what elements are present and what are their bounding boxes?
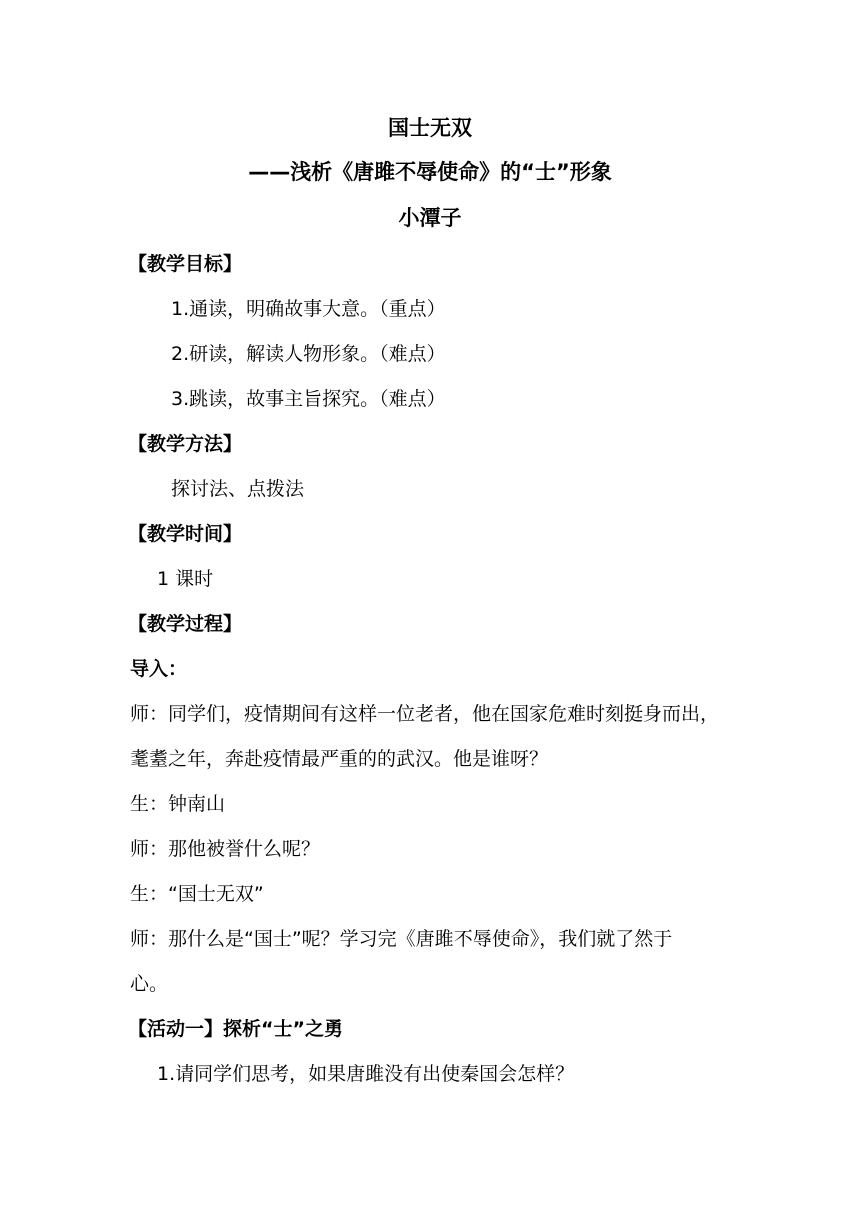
goal-item: 3.跳读，故事主旨探究。（难点）: [171, 388, 446, 410]
process-heading: 【教学过程】: [128, 613, 243, 635]
goal-item: 1.通读，明确故事大意。（重点）: [171, 298, 446, 320]
author-name: 小潭子: [398, 206, 462, 230]
dialogue-line: 生：“国士无双”: [130, 883, 264, 905]
page-subtitle: ——浅析《唐雎不辱使命》的“士”形象: [248, 160, 612, 184]
dialogue-line: 师：那他被誉什么呢？: [130, 838, 321, 860]
time-text: 1 课时: [157, 568, 214, 590]
time-heading: 【教学时间】: [128, 523, 243, 545]
page-title: 国士无双: [388, 116, 472, 140]
dialogue-line: 生：钟南山: [130, 793, 226, 815]
activity1-question: 1.请同学们思考，如果唐雎没有出使秦国会怎样？: [157, 1063, 575, 1085]
activity1-heading: 【活动一】探析“士”之勇: [128, 1018, 343, 1040]
goals-heading: 【教学目标】: [128, 253, 243, 275]
dialogue-line: 师：那什么是“国士”呢？学习完《唐雎不辱使命》，我们就了然于: [130, 928, 673, 950]
dialogue-line: 心。: [130, 973, 169, 995]
methods-heading: 【教学方法】: [128, 433, 243, 455]
intro-label: 导入：: [130, 658, 188, 680]
goal-item: 2.研读，解读人物形象。（难点）: [171, 343, 446, 365]
dialogue-line: 师：同学们，疫情期间有这样一位老者，他在国家危难时刻挺身而出，: [130, 703, 720, 725]
dialogue-line: 耄耋之年，奔赴疫情最严重的的武汉。他是谁呀？: [130, 748, 549, 770]
methods-text: 探讨法、点拨法: [171, 478, 305, 500]
